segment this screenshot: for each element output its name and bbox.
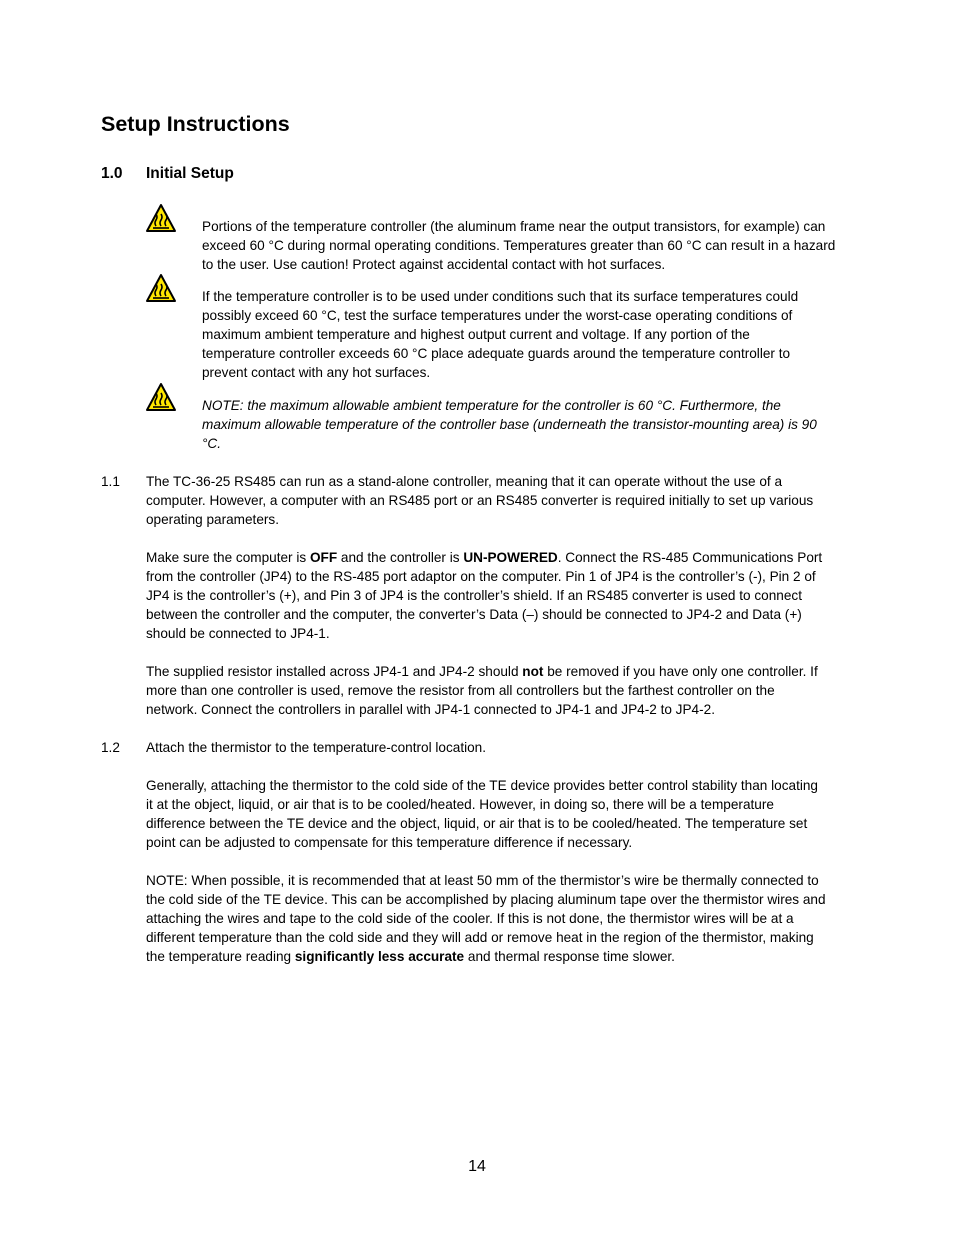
- hot-surface-warning-icon: [145, 203, 177, 233]
- warning-text-hot-surfaces: Portions of the temperature controller (the aluminum frame near the output transistors, for example) can exceed 60 °C during normal operating conditions. Temperatures greater than 60 °C can result in a hazard to the user. Use caution! Protect against accidental contact with hot surfaces.: [202, 219, 836, 272]
- warning-text-test-temperatures: If the temperature controller is to be used under conditions such that its surface temperatures could possibly exceed 60 °C, test the surface temperatures under the worst-case operating conditions of maximum ambient temperature and highest output current and voltage. If any portion of the temperature controller exceeds 60 °C place adequate guards around the temperature controller to prevent contact with any hot surfaces.: [202, 289, 799, 380]
- hot-surface-warning-icon: [145, 273, 177, 303]
- paragraph-resistor: The supplied resistor installed across JP4-1 and JP4-2 should not be removed if you have only one controller. If more than one controller is used, remove the resistor from all controllers but the farthest controller on the network. Connect the controllers in parallel with JP4-1 connected to JP4-1 and JP4-2 to JP4-2.: [146, 664, 818, 717]
- paragraph-standalone: The TC-36-25 RS485 can run as a stand-alone controller, meaning that it can operate without the use of a computer. However, a computer with an RS485 port or an RS485 converter is required initially to set up various operating parameters.: [146, 474, 814, 527]
- section-number: 1.0: [101, 165, 123, 182]
- section-title: Initial Setup: [146, 165, 234, 182]
- page-number: 14: [468, 1158, 486, 1175]
- section-heading: [101, 164, 234, 184]
- page-title: Setup Instructions: [101, 112, 290, 136]
- paragraph-rs485-connection: Make sure the computer is OFF and the controller is UN-POWERED. Connect the RS-485 Communications Port from the controller (JP4) to the RS-485 port adaptor on the computer. Pin 1 of JP4 is the controller’s (-), Pin 2 of JP4 is the controller’s (+), and Pin 3 of JP4 is the controller’s shield. If an RS485 converter is used to connect between the controller and the computer, the converter’s Data (–) should be connected to JP4-2 and Data (+) should be connected to JP4-1.: [146, 550, 823, 641]
- item-number: 1.1: [101, 474, 120, 489]
- paragraph-thermistor-location: Generally, attaching the thermistor to the cold side of the TE device provides better control stability than locating it at the object, liquid, or air that is to be cooled/heated. However, in doing so, there will be a temperature difference between the TE device and the object, liquid, or air that is to be cooled/heated. The temperature set point can be adjusted to compensate for this temperature difference if necessary.: [146, 778, 818, 850]
- warning-text-max-temperature-note: NOTE: the maximum allowable ambient temperature for the controller is 60 °C. Furthermore, the maximum allowable temperature of the controller base (underneath the transistor-mounting area) is 90 °C.: [202, 398, 817, 451]
- item-number: 1.2: [101, 740, 120, 755]
- paragraph-thermistor-note: NOTE: When possible, it is recommended that at least 50 mm of the thermistor’s wire be thermally connected to the cold side of the TE device. This can be accomplished by placing aluminum tape over the thermistor wires and attaching the wires and tape to the cold side of the cooler. If this is not done, the thermistor wires will be at a different temperature than the cold side and they will add or remove heat in the region of the thermistor, making the temperature reading significantly less accurate and thermal response time slower.: [146, 873, 826, 964]
- hot-surface-warning-icon: [145, 382, 177, 412]
- paragraph-attach-thermistor: Attach the thermistor to the temperature-control location.: [146, 740, 487, 755]
